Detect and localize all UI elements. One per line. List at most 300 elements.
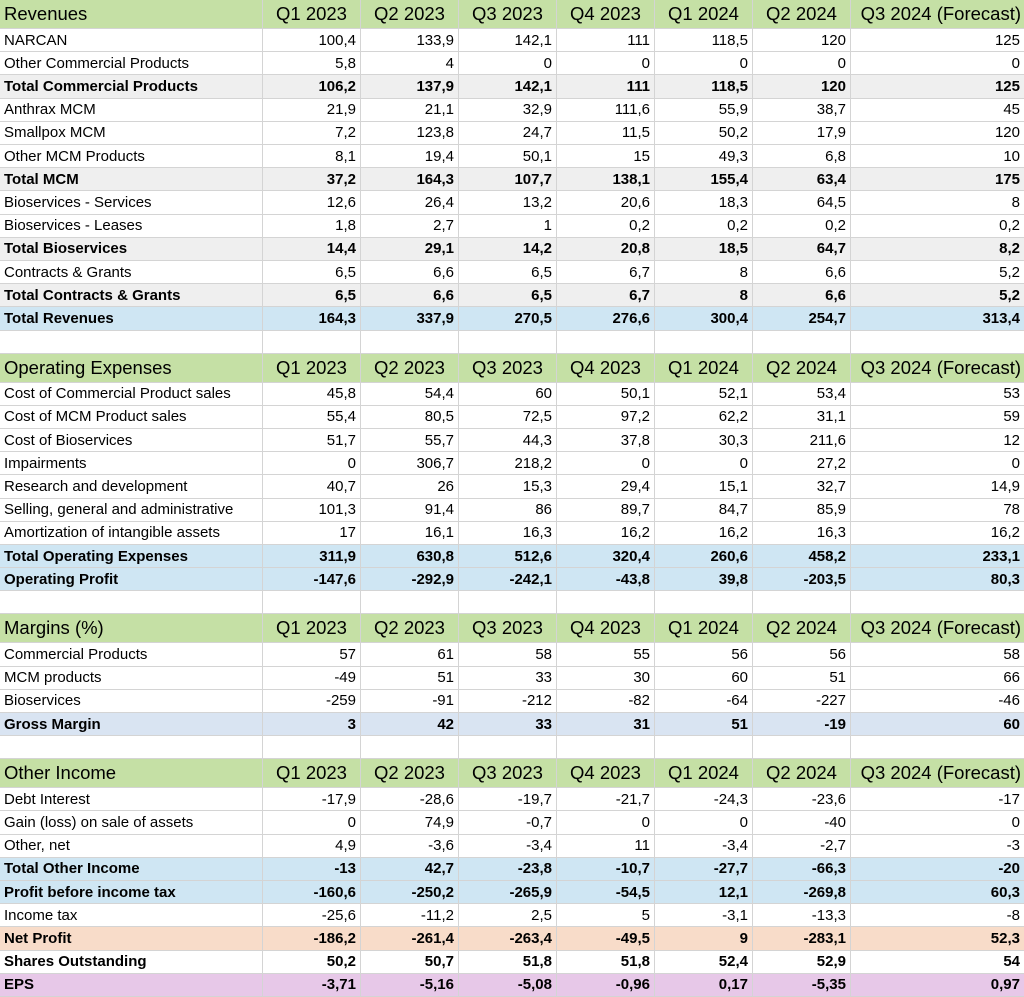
value-cell[interactable]: Q3 2024 (Forecast) xyxy=(851,0,1024,29)
value-cell[interactable]: 18,5 xyxy=(655,238,753,261)
value-cell[interactable] xyxy=(459,736,557,759)
value-cell[interactable] xyxy=(655,331,753,354)
value-cell[interactable]: -265,9 xyxy=(459,881,557,904)
value-cell[interactable]: 63,4 xyxy=(753,168,851,191)
value-cell[interactable]: 56 xyxy=(655,643,753,666)
value-cell[interactable]: 211,6 xyxy=(753,429,851,452)
value-cell[interactable]: 12,1 xyxy=(655,881,753,904)
row-label-cell[interactable]: Total MCM xyxy=(0,168,263,191)
value-cell[interactable]: -5,16 xyxy=(361,974,459,997)
value-cell[interactable]: 2,7 xyxy=(361,215,459,238)
value-cell[interactable]: 0,2 xyxy=(655,215,753,238)
value-cell[interactable]: 52,4 xyxy=(655,951,753,974)
value-cell[interactable]: 6,5 xyxy=(263,284,361,307)
value-cell[interactable] xyxy=(361,591,459,614)
row-label-cell[interactable]: Selling, general and administrative xyxy=(0,499,263,522)
value-cell[interactable]: -40 xyxy=(753,811,851,834)
row-label-cell[interactable]: Other Commercial Products xyxy=(0,52,263,75)
value-cell[interactable]: 45 xyxy=(851,99,1024,122)
value-cell[interactable]: -227 xyxy=(753,690,851,713)
row-label-cell[interactable]: Cost of Bioservices xyxy=(0,429,263,452)
value-cell[interactable]: 61 xyxy=(361,643,459,666)
row-label-cell[interactable]: Net Profit xyxy=(0,927,263,950)
value-cell[interactable]: Q3 2023 xyxy=(459,759,557,788)
value-cell[interactable]: 313,4 xyxy=(851,307,1024,330)
value-cell[interactable]: -21,7 xyxy=(557,788,655,811)
value-cell[interactable]: 125 xyxy=(851,75,1024,98)
value-cell[interactable]: Q2 2023 xyxy=(361,759,459,788)
value-cell[interactable]: -49 xyxy=(263,667,361,690)
value-cell[interactable]: -23,6 xyxy=(753,788,851,811)
value-cell[interactable]: 164,3 xyxy=(361,168,459,191)
value-cell[interactable]: 15,3 xyxy=(459,475,557,498)
value-cell[interactable] xyxy=(361,331,459,354)
value-cell[interactable] xyxy=(753,736,851,759)
value-cell[interactable]: 8 xyxy=(851,191,1024,214)
value-cell[interactable]: 0 xyxy=(557,52,655,75)
value-cell[interactable]: 164,3 xyxy=(263,307,361,330)
value-cell[interactable]: 51 xyxy=(753,667,851,690)
value-cell[interactable]: 51,8 xyxy=(459,951,557,974)
row-label-cell[interactable]: Anthrax MCM xyxy=(0,99,263,122)
value-cell[interactable] xyxy=(263,591,361,614)
value-cell[interactable]: 14,2 xyxy=(459,238,557,261)
row-label-cell[interactable]: Gain (loss) on sale of assets xyxy=(0,811,263,834)
value-cell[interactable] xyxy=(459,331,557,354)
value-cell[interactable]: 142,1 xyxy=(459,75,557,98)
value-cell[interactable] xyxy=(557,591,655,614)
value-cell[interactable]: 2,5 xyxy=(459,904,557,927)
value-cell[interactable]: -283,1 xyxy=(753,927,851,950)
value-cell[interactable]: 16,2 xyxy=(557,522,655,545)
value-cell[interactable]: Q2 2024 xyxy=(753,354,851,383)
value-cell[interactable]: 1,8 xyxy=(263,215,361,238)
value-cell[interactable]: -10,7 xyxy=(557,858,655,881)
value-cell[interactable]: 27,2 xyxy=(753,452,851,475)
value-cell[interactable]: Q2 2024 xyxy=(753,0,851,29)
value-cell[interactable]: 0,2 xyxy=(753,215,851,238)
value-cell[interactable]: 32,7 xyxy=(753,475,851,498)
value-cell[interactable]: 320,4 xyxy=(557,545,655,568)
value-cell[interactable]: 11,5 xyxy=(557,122,655,145)
value-cell[interactable]: 15,1 xyxy=(655,475,753,498)
value-cell[interactable]: 254,7 xyxy=(753,307,851,330)
value-cell[interactable] xyxy=(851,331,1024,354)
value-cell[interactable]: 40,7 xyxy=(263,475,361,498)
row-label-cell[interactable]: Contracts & Grants xyxy=(0,261,263,284)
value-cell[interactable]: 38,7 xyxy=(753,99,851,122)
value-cell[interactable]: 31,1 xyxy=(753,406,851,429)
row-label-cell[interactable]: Total Bioservices xyxy=(0,238,263,261)
value-cell[interactable]: -28,6 xyxy=(361,788,459,811)
value-cell[interactable]: 120 xyxy=(753,75,851,98)
value-cell[interactable]: -13,3 xyxy=(753,904,851,927)
value-cell[interactable]: 55 xyxy=(557,643,655,666)
value-cell[interactable]: 30,3 xyxy=(655,429,753,452)
value-cell[interactable]: 138,1 xyxy=(557,168,655,191)
value-cell[interactable]: 6,6 xyxy=(361,284,459,307)
value-cell[interactable]: 175 xyxy=(851,168,1024,191)
value-cell[interactable] xyxy=(753,331,851,354)
value-cell[interactable]: 17,9 xyxy=(753,122,851,145)
row-label-cell[interactable]: Income tax xyxy=(0,904,263,927)
value-cell[interactable]: 60 xyxy=(459,383,557,406)
value-cell[interactable] xyxy=(361,736,459,759)
value-cell[interactable]: 0 xyxy=(851,811,1024,834)
value-cell[interactable]: 52,9 xyxy=(753,951,851,974)
value-cell[interactable]: 16,3 xyxy=(459,522,557,545)
value-cell[interactable]: 17 xyxy=(263,522,361,545)
value-cell[interactable]: 89,7 xyxy=(557,499,655,522)
value-cell[interactable]: 39,8 xyxy=(655,568,753,591)
value-cell[interactable]: 59 xyxy=(851,406,1024,429)
value-cell[interactable]: 0 xyxy=(459,52,557,75)
value-cell[interactable]: -242,1 xyxy=(459,568,557,591)
value-cell[interactable]: 6,6 xyxy=(753,284,851,307)
value-cell[interactable]: -23,8 xyxy=(459,858,557,881)
value-cell[interactable]: -3,4 xyxy=(459,835,557,858)
value-cell[interactable]: Q2 2024 xyxy=(753,759,851,788)
value-cell[interactable]: 106,2 xyxy=(263,75,361,98)
row-label-cell[interactable]: Bioservices - Leases xyxy=(0,215,263,238)
value-cell[interactable]: 37,2 xyxy=(263,168,361,191)
row-label-cell[interactable]: Total Other Income xyxy=(0,858,263,881)
value-cell[interactable]: 50,1 xyxy=(459,145,557,168)
value-cell[interactable]: -147,6 xyxy=(263,568,361,591)
value-cell[interactable]: 53,4 xyxy=(753,383,851,406)
value-cell[interactable]: 270,5 xyxy=(459,307,557,330)
value-cell[interactable]: -269,8 xyxy=(753,881,851,904)
value-cell[interactable]: 5 xyxy=(557,904,655,927)
value-cell[interactable]: 5,2 xyxy=(851,284,1024,307)
value-cell[interactable]: 155,4 xyxy=(655,168,753,191)
value-cell[interactable]: -20 xyxy=(851,858,1024,881)
value-cell[interactable]: 118,5 xyxy=(655,29,753,52)
value-cell[interactable]: 55,4 xyxy=(263,406,361,429)
row-label-cell[interactable]: EPS xyxy=(0,974,263,997)
value-cell[interactable]: -49,5 xyxy=(557,927,655,950)
value-cell[interactable]: 62,2 xyxy=(655,406,753,429)
value-cell[interactable]: 60,3 xyxy=(851,881,1024,904)
value-cell[interactable]: 0 xyxy=(263,811,361,834)
value-cell[interactable]: Q4 2023 xyxy=(557,614,655,643)
value-cell[interactable]: 50,7 xyxy=(361,951,459,974)
value-cell[interactable]: -5,35 xyxy=(753,974,851,997)
value-cell[interactable]: 26,4 xyxy=(361,191,459,214)
value-cell[interactable]: 6,8 xyxy=(753,145,851,168)
row-label-cell[interactable]: Total Contracts & Grants xyxy=(0,284,263,307)
value-cell[interactable]: 8 xyxy=(655,261,753,284)
value-cell[interactable]: 311,9 xyxy=(263,545,361,568)
value-cell[interactable]: 100,4 xyxy=(263,29,361,52)
value-cell[interactable]: 58 xyxy=(459,643,557,666)
value-cell[interactable]: -160,6 xyxy=(263,881,361,904)
value-cell[interactable]: 0 xyxy=(655,811,753,834)
value-cell[interactable]: Q1 2023 xyxy=(263,614,361,643)
value-cell[interactable]: 26 xyxy=(361,475,459,498)
value-cell[interactable]: -3,1 xyxy=(655,904,753,927)
row-label-cell[interactable] xyxy=(0,591,263,614)
row-label-cell[interactable]: Revenues xyxy=(0,0,263,29)
value-cell[interactable]: 53 xyxy=(851,383,1024,406)
value-cell[interactable]: 60 xyxy=(655,667,753,690)
value-cell[interactable]: 4,9 xyxy=(263,835,361,858)
value-cell[interactable]: Q2 2023 xyxy=(361,354,459,383)
value-cell[interactable]: 8,1 xyxy=(263,145,361,168)
value-cell[interactable]: -250,2 xyxy=(361,881,459,904)
value-cell[interactable]: 16,3 xyxy=(753,522,851,545)
value-cell[interactable]: 6,7 xyxy=(557,284,655,307)
value-cell[interactable]: 512,6 xyxy=(459,545,557,568)
row-label-cell[interactable]: Smallpox MCM xyxy=(0,122,263,145)
row-label-cell[interactable]: Total Commercial Products xyxy=(0,75,263,98)
value-cell[interactable]: 123,8 xyxy=(361,122,459,145)
value-cell[interactable]: Q1 2023 xyxy=(263,354,361,383)
value-cell[interactable]: -261,4 xyxy=(361,927,459,950)
value-cell[interactable]: -11,2 xyxy=(361,904,459,927)
value-cell[interactable]: -19,7 xyxy=(459,788,557,811)
value-cell[interactable]: Q1 2023 xyxy=(263,0,361,29)
value-cell[interactable] xyxy=(655,591,753,614)
row-label-cell[interactable]: Amortization of intangible assets xyxy=(0,522,263,545)
value-cell[interactable]: 0 xyxy=(655,452,753,475)
row-label-cell[interactable]: Total Operating Expenses xyxy=(0,545,263,568)
value-cell[interactable]: 29,1 xyxy=(361,238,459,261)
row-label-cell[interactable]: Operating Profit xyxy=(0,568,263,591)
value-cell[interactable] xyxy=(557,736,655,759)
value-cell[interactable]: 8 xyxy=(655,284,753,307)
value-cell[interactable]: 0 xyxy=(557,452,655,475)
value-cell[interactable]: -212 xyxy=(459,690,557,713)
value-cell[interactable]: -64 xyxy=(655,690,753,713)
row-label-cell[interactable]: Research and development xyxy=(0,475,263,498)
value-cell[interactable] xyxy=(851,591,1024,614)
value-cell[interactable]: 54,4 xyxy=(361,383,459,406)
value-cell[interactable]: 0 xyxy=(753,52,851,75)
value-cell[interactable]: 14,4 xyxy=(263,238,361,261)
value-cell[interactable]: 125 xyxy=(851,29,1024,52)
value-cell[interactable]: 20,6 xyxy=(557,191,655,214)
value-cell[interactable]: 74,9 xyxy=(361,811,459,834)
value-cell[interactable]: Q3 2023 xyxy=(459,0,557,29)
value-cell[interactable]: -17 xyxy=(851,788,1024,811)
value-cell[interactable]: 80,5 xyxy=(361,406,459,429)
value-cell[interactable]: 78 xyxy=(851,499,1024,522)
value-cell[interactable]: 30 xyxy=(557,667,655,690)
value-cell[interactable]: 72,5 xyxy=(459,406,557,429)
value-cell[interactable] xyxy=(263,736,361,759)
value-cell[interactable]: 51 xyxy=(361,667,459,690)
value-cell[interactable]: 111 xyxy=(557,29,655,52)
value-cell[interactable]: 6,5 xyxy=(263,261,361,284)
value-cell[interactable]: 16,1 xyxy=(361,522,459,545)
value-cell[interactable]: Q1 2023 xyxy=(263,759,361,788)
value-cell[interactable]: 218,2 xyxy=(459,452,557,475)
value-cell[interactable]: 56 xyxy=(753,643,851,666)
value-cell[interactable]: 33 xyxy=(459,713,557,736)
value-cell[interactable]: -203,5 xyxy=(753,568,851,591)
value-cell[interactable]: 3 xyxy=(263,713,361,736)
value-cell[interactable]: 18,3 xyxy=(655,191,753,214)
row-label-cell[interactable]: Margins (%) xyxy=(0,614,263,643)
value-cell[interactable]: 57 xyxy=(263,643,361,666)
value-cell[interactable]: 16,2 xyxy=(851,522,1024,545)
value-cell[interactable] xyxy=(263,331,361,354)
value-cell[interactable]: 84,7 xyxy=(655,499,753,522)
value-cell[interactable]: Q4 2023 xyxy=(557,354,655,383)
value-cell[interactable]: 7,2 xyxy=(263,122,361,145)
value-cell[interactable]: -54,5 xyxy=(557,881,655,904)
value-cell[interactable]: 133,9 xyxy=(361,29,459,52)
value-cell[interactable]: Q4 2023 xyxy=(557,759,655,788)
value-cell[interactable]: Q1 2024 xyxy=(655,0,753,29)
row-label-cell[interactable]: NARCAN xyxy=(0,29,263,52)
value-cell[interactable] xyxy=(557,331,655,354)
value-cell[interactable]: 300,4 xyxy=(655,307,753,330)
value-cell[interactable]: -91 xyxy=(361,690,459,713)
value-cell[interactable]: 1 xyxy=(459,215,557,238)
value-cell[interactable]: 33 xyxy=(459,667,557,690)
value-cell[interactable]: 0 xyxy=(851,452,1024,475)
value-cell[interactable]: 0,2 xyxy=(557,215,655,238)
value-cell[interactable]: 64,5 xyxy=(753,191,851,214)
value-cell[interactable]: 233,1 xyxy=(851,545,1024,568)
row-label-cell[interactable]: Operating Expenses xyxy=(0,354,263,383)
value-cell[interactable]: -2,7 xyxy=(753,835,851,858)
value-cell[interactable]: -25,6 xyxy=(263,904,361,927)
value-cell[interactable]: 51,8 xyxy=(557,951,655,974)
value-cell[interactable]: 37,8 xyxy=(557,429,655,452)
value-cell[interactable]: -186,2 xyxy=(263,927,361,950)
value-cell[interactable]: 16,2 xyxy=(655,522,753,545)
value-cell[interactable]: Q2 2024 xyxy=(753,614,851,643)
value-cell[interactable]: 107,7 xyxy=(459,168,557,191)
value-cell[interactable] xyxy=(655,736,753,759)
value-cell[interactable]: 50,2 xyxy=(655,122,753,145)
value-cell[interactable]: -82 xyxy=(557,690,655,713)
value-cell[interactable]: 91,4 xyxy=(361,499,459,522)
value-cell[interactable]: 24,7 xyxy=(459,122,557,145)
value-cell[interactable]: 12,6 xyxy=(263,191,361,214)
value-cell[interactable]: Q3 2023 xyxy=(459,354,557,383)
value-cell[interactable]: 120 xyxy=(753,29,851,52)
value-cell[interactable]: Q1 2024 xyxy=(655,759,753,788)
value-cell[interactable]: 137,9 xyxy=(361,75,459,98)
value-cell[interactable]: 306,7 xyxy=(361,452,459,475)
row-label-cell[interactable]: MCM products xyxy=(0,667,263,690)
value-cell[interactable]: 21,1 xyxy=(361,99,459,122)
value-cell[interactable]: Q3 2024 (Forecast) xyxy=(851,614,1024,643)
value-cell[interactable]: 260,6 xyxy=(655,545,753,568)
value-cell[interactable]: 52,3 xyxy=(851,927,1024,950)
value-cell[interactable]: -66,3 xyxy=(753,858,851,881)
value-cell[interactable]: Q1 2024 xyxy=(655,354,753,383)
value-cell[interactable] xyxy=(459,591,557,614)
value-cell[interactable]: 6,6 xyxy=(753,261,851,284)
value-cell[interactable]: 32,9 xyxy=(459,99,557,122)
row-label-cell[interactable]: Other MCM Products xyxy=(0,145,263,168)
value-cell[interactable]: 51,7 xyxy=(263,429,361,452)
value-cell[interactable]: 9 xyxy=(655,927,753,950)
value-cell[interactable]: Q2 2023 xyxy=(361,614,459,643)
row-label-cell[interactable]: Gross Margin xyxy=(0,713,263,736)
value-cell[interactable]: 64,7 xyxy=(753,238,851,261)
value-cell[interactable] xyxy=(851,736,1024,759)
value-cell[interactable]: 276,6 xyxy=(557,307,655,330)
value-cell[interactable]: -43,8 xyxy=(557,568,655,591)
value-cell[interactable]: -263,4 xyxy=(459,927,557,950)
value-cell[interactable]: 111 xyxy=(557,75,655,98)
value-cell[interactable]: -24,3 xyxy=(655,788,753,811)
value-cell[interactable]: 97,2 xyxy=(557,406,655,429)
value-cell[interactable]: 630,8 xyxy=(361,545,459,568)
value-cell[interactable]: 5,8 xyxy=(263,52,361,75)
value-cell[interactable]: Q2 2023 xyxy=(361,0,459,29)
value-cell[interactable]: -0,7 xyxy=(459,811,557,834)
value-cell[interactable]: 15 xyxy=(557,145,655,168)
value-cell[interactable]: 42 xyxy=(361,713,459,736)
value-cell[interactable]: 101,3 xyxy=(263,499,361,522)
value-cell[interactable]: 0,17 xyxy=(655,974,753,997)
value-cell[interactable]: 0,2 xyxy=(851,215,1024,238)
value-cell[interactable]: -5,08 xyxy=(459,974,557,997)
value-cell[interactable]: Q3 2024 (Forecast) xyxy=(851,759,1024,788)
row-label-cell[interactable]: Other Income xyxy=(0,759,263,788)
row-label-cell[interactable] xyxy=(0,736,263,759)
row-label-cell[interactable]: Profit before income tax xyxy=(0,881,263,904)
value-cell[interactable]: 111,6 xyxy=(557,99,655,122)
value-cell[interactable]: 4 xyxy=(361,52,459,75)
value-cell[interactable]: 86 xyxy=(459,499,557,522)
value-cell[interactable]: -0,96 xyxy=(557,974,655,997)
row-label-cell[interactable]: Cost of MCM Product sales xyxy=(0,406,263,429)
row-label-cell[interactable] xyxy=(0,331,263,354)
row-label-cell[interactable]: Bioservices - Services xyxy=(0,191,263,214)
value-cell[interactable]: 6,7 xyxy=(557,261,655,284)
value-cell[interactable]: 142,1 xyxy=(459,29,557,52)
value-cell[interactable]: 50,1 xyxy=(557,383,655,406)
value-cell[interactable]: 60 xyxy=(851,713,1024,736)
value-cell[interactable]: -259 xyxy=(263,690,361,713)
value-cell[interactable]: 31 xyxy=(557,713,655,736)
row-label-cell[interactable]: Commercial Products xyxy=(0,643,263,666)
value-cell[interactable]: 0,97 xyxy=(851,974,1024,997)
value-cell[interactable]: 49,3 xyxy=(655,145,753,168)
value-cell[interactable]: 85,9 xyxy=(753,499,851,522)
value-cell[interactable]: -292,9 xyxy=(361,568,459,591)
value-cell[interactable]: 0 xyxy=(655,52,753,75)
value-cell[interactable]: 51 xyxy=(655,713,753,736)
value-cell[interactable]: 45,8 xyxy=(263,383,361,406)
value-cell[interactable]: -13 xyxy=(263,858,361,881)
value-cell[interactable]: 19,4 xyxy=(361,145,459,168)
value-cell[interactable]: 120 xyxy=(851,122,1024,145)
value-cell[interactable]: 44,3 xyxy=(459,429,557,452)
value-cell[interactable]: 66 xyxy=(851,667,1024,690)
value-cell[interactable]: 0 xyxy=(263,452,361,475)
row-label-cell[interactable]: Shares Outstanding xyxy=(0,951,263,974)
value-cell[interactable]: 8,2 xyxy=(851,238,1024,261)
value-cell[interactable]: 54 xyxy=(851,951,1024,974)
value-cell[interactable]: 0 xyxy=(851,52,1024,75)
value-cell[interactable]: 6,5 xyxy=(459,261,557,284)
value-cell[interactable]: 10 xyxy=(851,145,1024,168)
value-cell[interactable]: 21,9 xyxy=(263,99,361,122)
value-cell[interactable]: 29,4 xyxy=(557,475,655,498)
value-cell[interactable]: -3 xyxy=(851,835,1024,858)
value-cell[interactable]: 337,9 xyxy=(361,307,459,330)
value-cell[interactable]: Q1 2024 xyxy=(655,614,753,643)
